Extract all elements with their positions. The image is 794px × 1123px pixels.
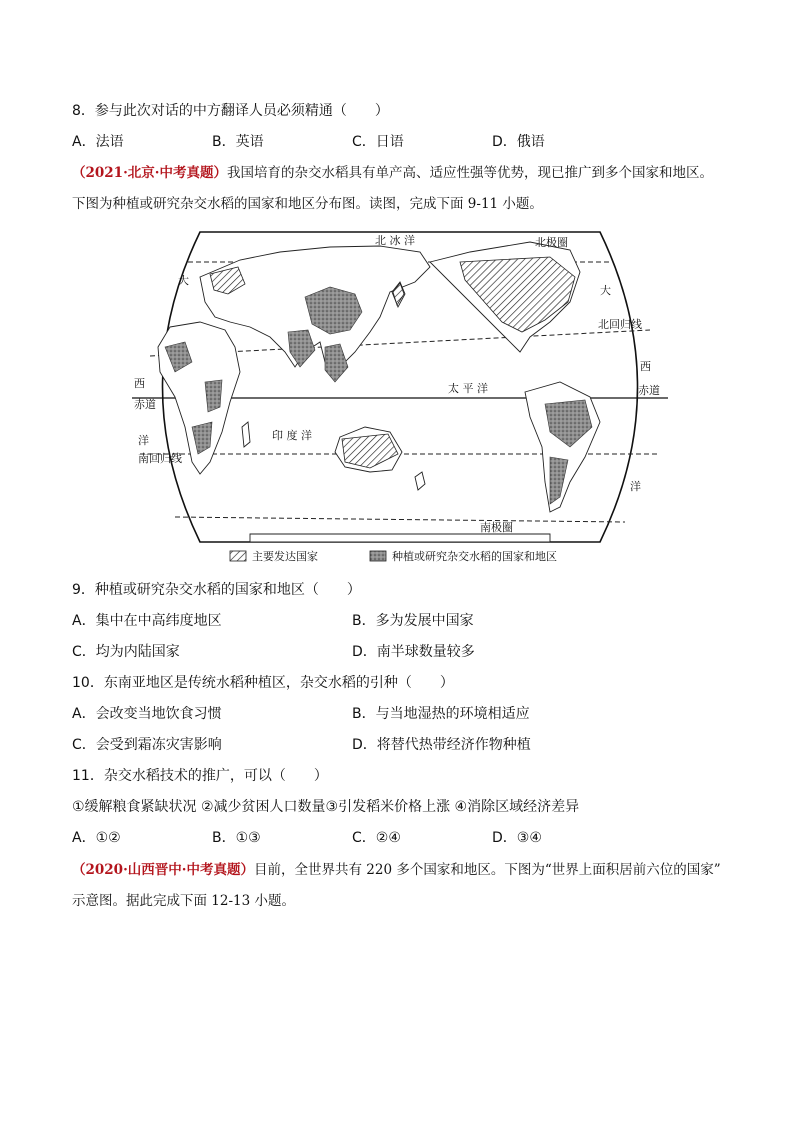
legend-dots-swatch [370,551,386,561]
q9-option-c: C．均为内陆国家 [72,644,180,660]
q10-option-b: B．与当地湿热的环境相适应 [352,706,530,722]
intro1-source: （2021·北京·中考真题） [72,165,227,181]
q11-option-b: B．①③ [212,830,261,846]
q11-option-c: C．②④ [352,830,401,846]
label-yang-right: 洋 [630,480,641,493]
q8-option-a: A．法语 [72,134,124,150]
label-da-left: 大 [178,274,189,287]
legend-hatch-swatch [230,551,246,561]
q10-stem: 10．东南亚地区是传统水稻种植区，杂交水稻的引种（ ） [72,675,454,691]
intro1-text2: 下图为种植或研究杂交水稻的国家和地区分布图。读图，完成下面 9-11 小题。 [72,196,543,212]
q8-stem: 8．参与此次对话的中方翻译人员必须精通（ ） [72,103,389,119]
intro2-text2: 示意图。据此完成下面 12-13 小题。 [72,893,296,909]
world-map-figure [130,222,670,570]
label-pacific: 太 平 洋 [448,382,488,395]
intro1-line1 [72,163,713,183]
q10-option-c: C．会受到霜冻灾害影响 [72,737,222,753]
q11-statements: ①缓解粮食紧缺状况 ②减少贫困人口数量③引发稻米价格上涨 ④消除区域经济差异 [72,799,580,815]
q9-option-b: B．多为发展中国家 [352,613,474,629]
intro2-line1 [72,860,721,880]
legend-rice: 种植或研究杂交水稻的国家和地区 [392,550,557,563]
intro2-text1: 目前，全世界共有 220 多个国家和地区。下图为“世界上面积居前六位的国家” [253,862,721,878]
q11-option-d: D．③④ [492,830,542,846]
label-tropic-cancer: 北回归线 [598,318,642,331]
label-tropic-capricorn: 南回归线 [138,452,182,465]
legend-developed: 主要发达国家 [252,550,318,563]
label-indian: 印 度 洋 [272,429,312,442]
label-equator-left: 赤道 [134,398,156,411]
q8-option-b: B．英语 [212,134,264,150]
q8-option-d: D．俄语 [492,134,545,150]
madagascar-shape [242,422,250,447]
q11-stem: 11．杂交水稻技术的推广，可以（ ） [72,768,328,784]
label-xi-right: 西 [640,360,651,373]
label-arctic-circle: 北极圈 [535,236,568,249]
label-xi-left: 西 [134,377,145,390]
q9-stem: 9．种植或研究杂交水稻的国家和地区（ ） [72,582,361,598]
east-africa-region [205,380,222,412]
label-equator-right: 赤道 [638,384,660,397]
q10-option-a: A．会改变当地饮食习惯 [72,706,222,722]
q9-option-a: A．集中在中高纬度地区 [72,613,222,629]
q10-option-d: D．将替代热带经济作物种植 [352,737,531,753]
q9-option-d: D．南半球数量较多 [352,644,475,660]
q11-option-a: A．①② [72,830,121,846]
label-north-arctic: 北 冰 洋 [375,234,415,247]
label-antarctic-circle: 南极圈 [480,521,513,534]
antarctica-shape [250,534,550,542]
label-da-right: 大 [600,284,611,297]
label-yang-left: 洋 [138,434,149,447]
q8-option-c: C．日语 [352,134,404,150]
intro1-text1: 我国培育的杂交水稻具有单产高、适应性强等优势，现已推广到多个国家和地区。 [226,165,713,181]
intro2-source: （2020·山西晋中·中考真题） [72,862,254,878]
